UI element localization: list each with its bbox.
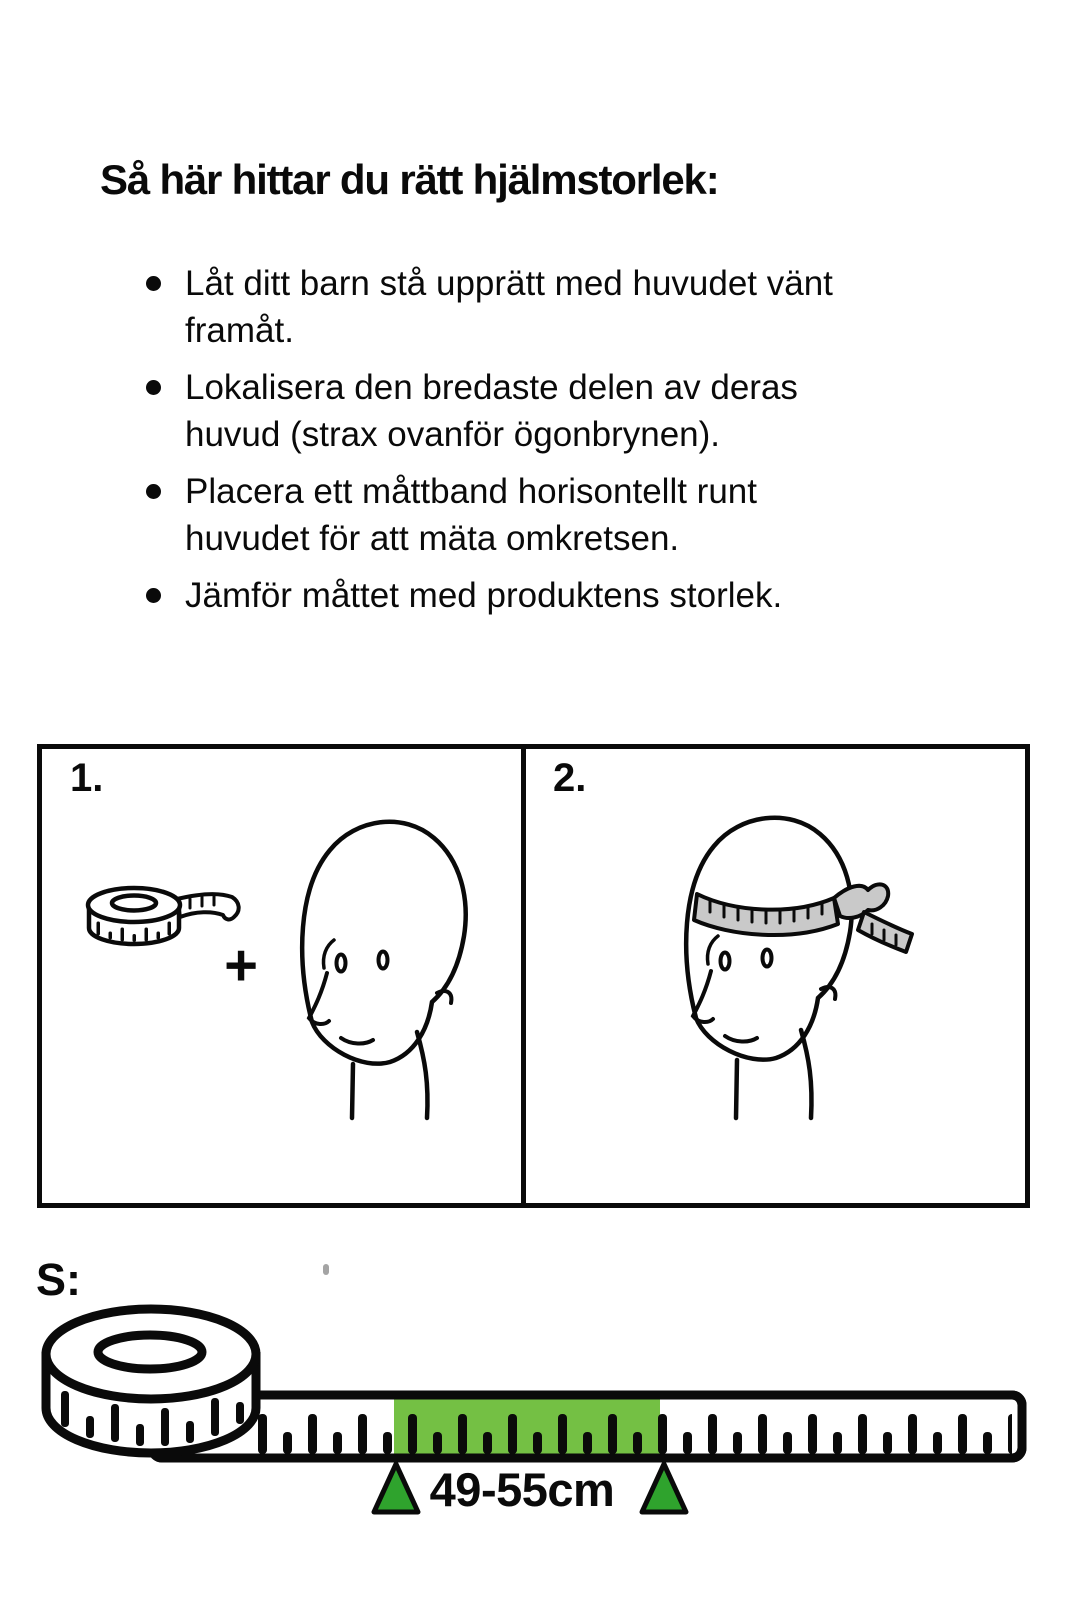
instruction-text: Jämför måttet med produktens storlek. bbox=[185, 576, 783, 615]
tape-roll-hole bbox=[98, 1335, 202, 1369]
neck-back-line bbox=[801, 1030, 812, 1118]
head-outline bbox=[686, 818, 851, 1060]
eye-right bbox=[763, 950, 772, 967]
eye-left bbox=[721, 953, 730, 970]
instruction-text: Låt ditt barn stå upprätt med huvudet vänt bbox=[185, 264, 833, 303]
plus-icon: + bbox=[224, 933, 258, 998]
nose-line bbox=[693, 971, 713, 1022]
bullet-icon bbox=[146, 380, 161, 395]
panel-2-label: 2. bbox=[553, 756, 587, 800]
mouth-line bbox=[725, 1036, 757, 1042]
neck-back-line bbox=[417, 1032, 428, 1118]
instruction-text: Lokalisera den bredaste delen av deras bbox=[185, 368, 798, 407]
eye-right bbox=[379, 952, 388, 969]
tape-curl bbox=[834, 884, 888, 918]
size-range-label: 49-55cm bbox=[429, 1463, 615, 1516]
list-item bbox=[140, 260, 1000, 354]
neck-front-line bbox=[352, 1064, 353, 1118]
image-speck bbox=[323, 1264, 329, 1275]
neck-front-line bbox=[736, 1060, 737, 1118]
panel-divider bbox=[521, 749, 526, 1203]
instruction-text: huvud (strax ovanför ögonbrynen). bbox=[185, 415, 721, 454]
tape-tail bbox=[177, 894, 239, 919]
bullet-icon bbox=[146, 484, 161, 499]
instruction-text: huvudet för att mäta omkretsen. bbox=[185, 519, 680, 558]
list-item bbox=[140, 364, 1000, 458]
nose-line bbox=[309, 973, 329, 1024]
tape-strip-ticks bbox=[256, 1399, 1012, 1454]
bullet-icon bbox=[146, 276, 161, 291]
range-end-marker-icon bbox=[642, 1464, 686, 1512]
eye-left bbox=[337, 955, 346, 972]
bullet-icon bbox=[146, 588, 161, 603]
list-item bbox=[140, 572, 1000, 619]
instruction-text: Placera ett måttband horisontellt runt bbox=[185, 472, 757, 511]
head-illustration bbox=[265, 815, 475, 1130]
temple-line bbox=[707, 936, 718, 964]
panel-1-label: 1. bbox=[70, 756, 104, 800]
instruction-text: framåt. bbox=[185, 311, 294, 350]
tape-roll-hole bbox=[112, 896, 156, 911]
list-item bbox=[140, 468, 1000, 562]
mouth-line bbox=[341, 1038, 373, 1044]
head-outline bbox=[302, 822, 465, 1064]
instruction-list bbox=[140, 260, 1000, 629]
temple-line bbox=[323, 940, 334, 968]
size-label: S: bbox=[36, 1254, 81, 1305]
head-with-tape-illustration bbox=[650, 810, 930, 1140]
page-title: Så här hittar du rätt hjälmstorlek: bbox=[100, 156, 719, 203]
